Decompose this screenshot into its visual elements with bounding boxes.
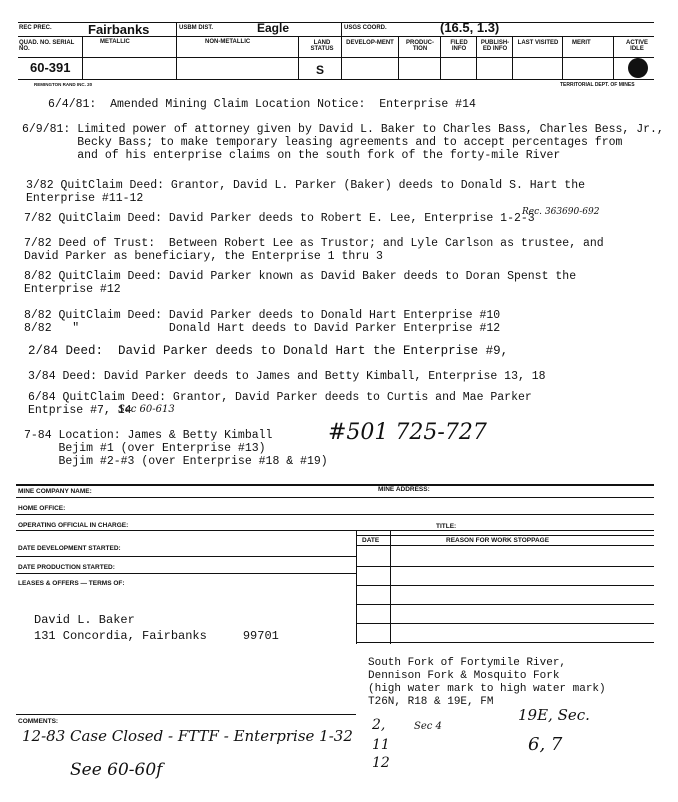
title-label: TITLE:	[436, 523, 457, 530]
merit-label: MERIT	[572, 40, 591, 46]
entry-line: Enterprise #11-12	[26, 192, 144, 205]
location-line: South Fork of Fortymile River,	[368, 657, 567, 669]
entry-line: 7/82 Deed of Trust: Between Robert Lee as Trustor; and Lyle Carlson as trustee, and	[24, 237, 604, 250]
location-line: T26N, R18 & 19E, FM	[368, 696, 494, 708]
reason-stoppage-label: REASON FOR WORK STOPPAGE	[446, 537, 550, 544]
usbm-dist-label: USBM DIST.	[179, 25, 214, 31]
entry-line: Entprise #7, 14	[28, 404, 132, 417]
production-label: PRODUC-TION	[406, 40, 434, 52]
handwritten-12: 12	[372, 755, 390, 771]
entry-line: Bejim #2-#3 (over Enterprise #18 & #19)	[24, 455, 328, 468]
quad-serial-value: 60-391	[30, 60, 71, 75]
handwritten-2: 2,	[372, 717, 386, 733]
entry-line: and of his enterprise claims on the south fork of the forty-mile River	[22, 149, 561, 162]
mine-address-label: MINE ADDRESS:	[378, 486, 430, 493]
rec-prec-value: Fairbanks	[88, 22, 150, 37]
metallic-label: METALLIC	[100, 39, 130, 45]
handwritten-sec-4: Sec 4	[414, 721, 442, 732]
leases-offers-label: LEASES & OFFERS — TERMS OF:	[18, 580, 125, 587]
usbm-dist-value: Eagle	[257, 21, 290, 35]
entry-line: Becky Bass; to make temporary leasing agreements and to accept percentages from	[22, 136, 623, 149]
entry-line: 2/84 Deed: David Parker deeds to Donald Hart the Enterprise #9,	[28, 344, 509, 358]
date-column-label: DATE	[362, 537, 380, 544]
date-development-label: DATE DEVELOPMENT STARTED:	[18, 545, 121, 552]
date-production-label: DATE PRODUCTION STARTED:	[18, 564, 115, 571]
handwritten-sections-6-7: 6, 7	[528, 734, 563, 755]
entry-line: Bejim #1 (over Enterprise #13)	[24, 442, 266, 455]
handwritten-section: 19E, Sec.	[518, 706, 590, 724]
entry-line: 8/82 " Donald Hart deeds to David Parker Enterprise #12	[24, 322, 501, 335]
usgs-coord-value: (16.5, 1.3)	[440, 20, 500, 35]
location-line: Dennison Fork & Mosquito Fork	[368, 670, 560, 682]
printer-mark: REMINGTON RAND INC. 20	[34, 82, 93, 87]
handwritten-see-reference: See 60-60f	[70, 760, 163, 780]
development-label: DEVELOP-MENT	[346, 40, 394, 46]
location-line: (high water mark to high water mark)	[368, 683, 606, 695]
operating-official-label: OPERATING OFFICIAL IN CHARGE:	[18, 522, 129, 529]
nonmetallic-label: NON-METALLIC	[205, 39, 251, 45]
active-status-dot	[628, 58, 648, 78]
entry-line: 7-84 Location: James & Betty Kimball	[24, 429, 273, 442]
quad-serial-label: QUAD. NO. SERIAL NO.	[19, 40, 75, 52]
filed-info-label: FILED INFO	[450, 40, 468, 52]
owner-name: David L. Baker	[34, 613, 135, 627]
entry-line: 6/84 QuitClaim Deed: Grantor, David Parker deeds to Curtis and Mae Parker	[28, 391, 532, 404]
published-info-label: PUBLISH-ED INFO	[480, 40, 510, 52]
mine-company-label: MINE COMPANY NAME:	[18, 488, 92, 495]
entry-line: 3/82 QuitClaim Deed: Grantor, David L. Parker (Baker) deeds to Donald S. Hart the	[26, 179, 585, 192]
usgs-coord-label: USGS COORD.	[344, 25, 387, 31]
comments-label: COMMENTS:	[18, 718, 59, 725]
handwritten-sec-reference: Sec 60-613	[118, 404, 175, 415]
land-status-value: S	[316, 63, 325, 77]
active-idle-label: ACTIVE IDLE	[625, 40, 648, 52]
handwritten-record-number: #501 725-727	[328, 420, 487, 445]
entry-line: 8/82 QuitClaim Deed: David Parker known as David Baker deeds to Doran Spenst the	[24, 270, 577, 283]
handwritten-rec-number: Rec. 363690-692	[522, 207, 600, 217]
handwritten-11: 11	[372, 737, 390, 753]
entry-line: 3/84 Deed: David Parker deeds to James and Betty Kimball, Enterprise 13, 18	[28, 370, 546, 383]
entry-line: David Parker as beneficiary, the Enterprise 1 thru 3	[24, 250, 383, 263]
entry-line: 8/82 QuitClaim Deed: David Parker deeds to Donald Hart Enterprise #10	[24, 309, 501, 322]
territorial-mark: TERRITORIAL DEPT. OF MINES	[560, 82, 635, 88]
entry-line: 6/4/81: Amended Mining Claim Location Notice: Enterprise #14	[48, 98, 476, 111]
last-visited-label: LAST VISITED	[517, 40, 559, 46]
entry-line: 6/9/81: Limited power of attorney given by David L. Baker to Charles Bass, Charles Bess, Jr.,	[22, 123, 664, 136]
home-office-label: HOME OFFICE:	[18, 505, 66, 512]
entry-line: 7/82 QuitClaim Deed: David Parker deeds to Robert E. Lee, Enterprise 1-2-3	[24, 212, 535, 225]
rec-prec-label: REC PREC.	[19, 25, 52, 31]
owner-address: 131 Concordia, Fairbanks 99701	[34, 629, 279, 643]
entry-line: Enterprise #12	[24, 283, 121, 296]
handwritten-comment: 12-83 Case Closed - FTTF - Enterprise 1-32	[22, 727, 353, 745]
land-status-label: LAND STATUS	[310, 40, 334, 52]
